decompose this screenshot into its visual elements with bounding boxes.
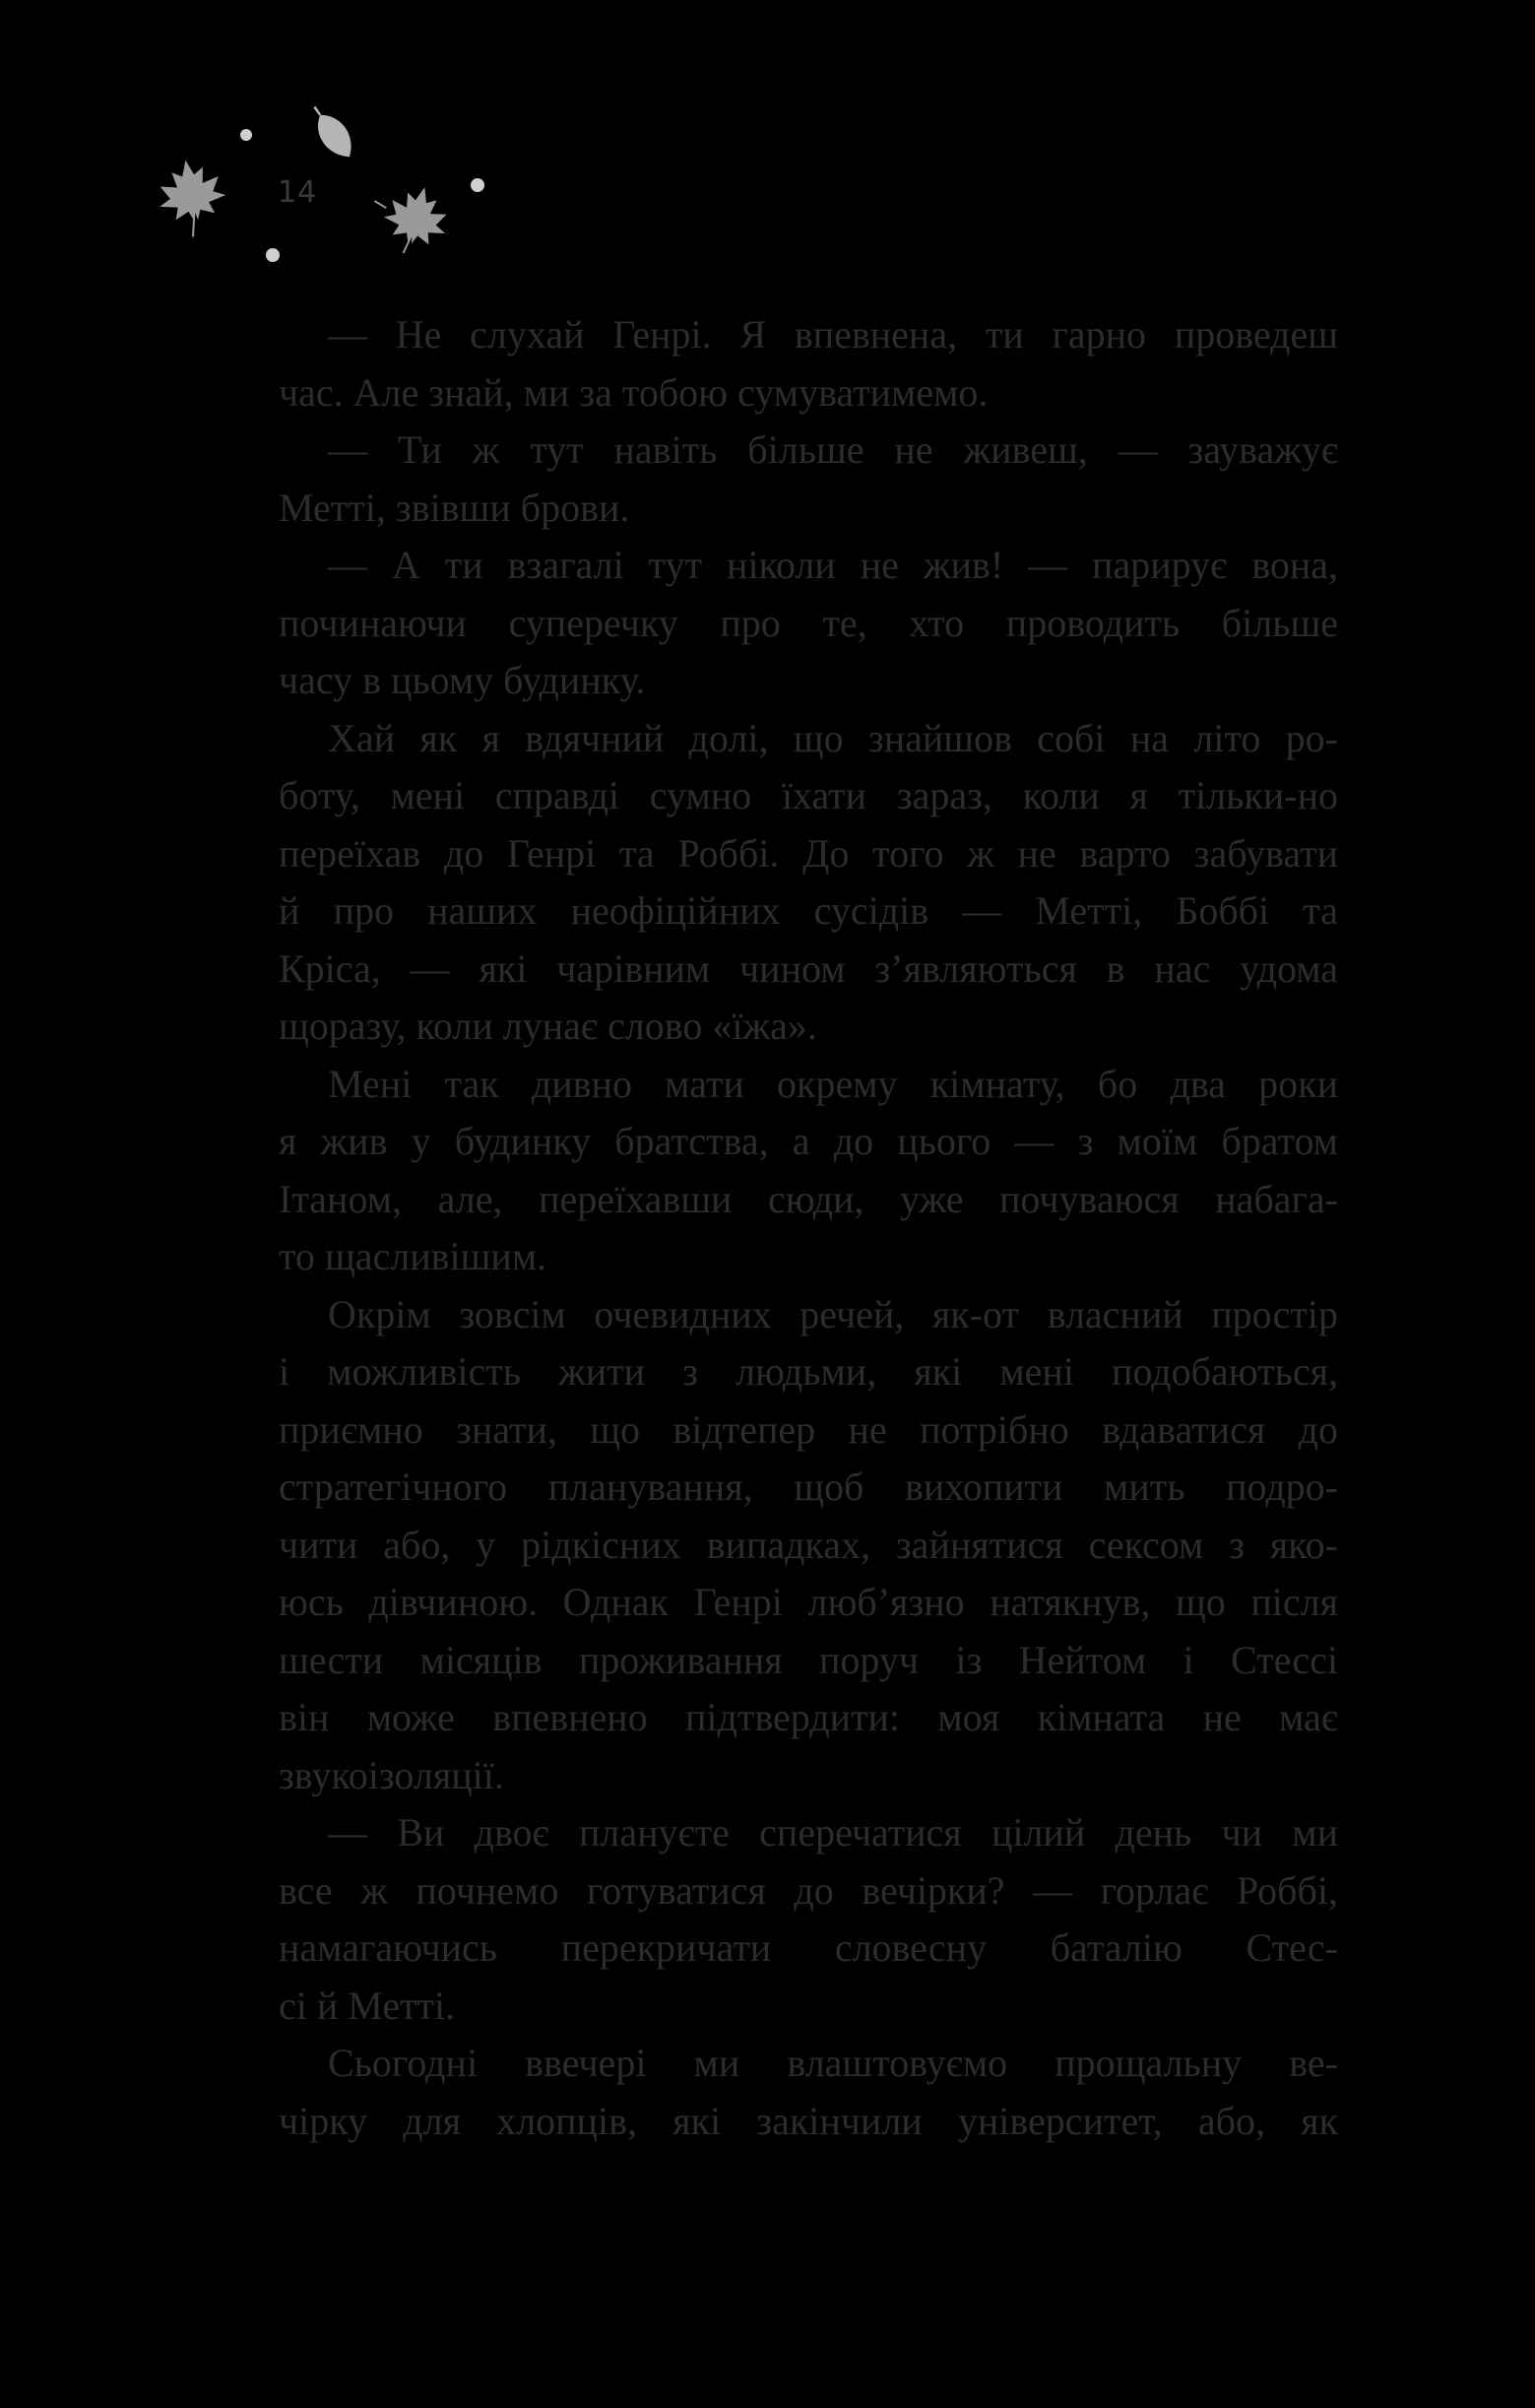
dot-icon <box>266 248 280 262</box>
text-line: все ж почнемо готуватися до вечірки? — горлає Роббі, <box>279 1867 1338 1913</box>
text-line: я жив у будинку братства, а до цього — з моїм братом <box>279 1119 1338 1163</box>
text-line: Окрім зовсім очевидних речей, як-от власний простір <box>328 1291 1338 1336</box>
text-line: Метті, звівши брови. <box>279 485 630 530</box>
text-line: шести місяців проживання поруч із Нейтом і Стессі <box>279 1637 1338 1682</box>
text-line: починаючи суперечку про те, хто проводить більше <box>279 600 1338 645</box>
text-line: Мені так дивно мати окрему кімнату, бо два роки <box>328 1061 1338 1106</box>
text-line: — А ти взагалі тут ніколи не жив! — парирує вона, <box>328 543 1338 587</box>
text-line: — Не слухай Генрі. Я впевнена, ти гарно проведеш <box>328 312 1338 357</box>
leaf-icon <box>303 99 360 164</box>
dot-icon <box>240 129 252 141</box>
text-line: Ітаном, але, переїхавши сюди, уже почуваюся набага- <box>279 1176 1338 1221</box>
text-line: — Ти ж тут навіть більше не живеш, — зауважує <box>328 427 1338 472</box>
text-line: боту, мені справді сумно їхати зараз, коли я тільки-но <box>279 773 1338 817</box>
text-line: Хай як я вдячний долі, що знайшов собі на літо ро- <box>328 715 1338 760</box>
dot-icon <box>471 178 484 192</box>
text-line: то щасливішим. <box>279 1234 547 1278</box>
text-line: намагаючись перекричати словесну баталію Стес- <box>279 1925 1338 1970</box>
autumn-leaves-ornament <box>148 98 502 276</box>
text-line: час. Але знай, ми за тобою сумуватимемо. <box>279 369 989 415</box>
text-line: чити або, у рідкісних випадках, зайнятися сексом з яко- <box>279 1522 1338 1567</box>
text-line: переїхав до Генрі та Роббі. До того ж не варто забувати <box>279 830 1338 876</box>
text-line: чірку для хлопців, які закінчили університет, або, як <box>279 2098 1338 2143</box>
text-line: і можливість жити з людьми, які мені подобаються, <box>279 1349 1338 1394</box>
chapter-text <box>279 306 1338 2150</box>
text-line: стратегічного планування, щоб вихопити мить подро- <box>279 1464 1338 1509</box>
text-line: звукоізоляції. <box>279 1752 504 1797</box>
text-line: сі й Метті. <box>279 1983 456 2028</box>
text-line: й про наших неофіційних сусідів — Метті, Боббі та <box>279 888 1338 933</box>
text-line: Кріса, — які чарівним чином з’являються в нас удома <box>279 945 1338 991</box>
text-line: юсь дівчиною. Однак Генрі люб’язно натякнув, що після <box>279 1580 1338 1624</box>
text-line: приємно знати, що відтепер не потрібно вдаватися до <box>279 1406 1338 1452</box>
text-line: — Ви двоє плануєте сперечатися цілий день чи ми <box>328 1810 1338 1855</box>
text-line: він може впевнено підтвердити: моя кімната не має <box>279 1695 1338 1739</box>
text-line: часу в цьому будинку. <box>279 658 646 702</box>
page-number: 14 <box>278 175 318 210</box>
text-line: щоразу, коли лунає слово «їжа». <box>279 1004 817 1048</box>
maple-leaf-icon <box>363 175 455 262</box>
text-line: Сьогодні ввечері ми влаштовуємо прощальну ве- <box>328 2041 1338 2085</box>
maple-leaf-icon <box>153 155 232 242</box>
